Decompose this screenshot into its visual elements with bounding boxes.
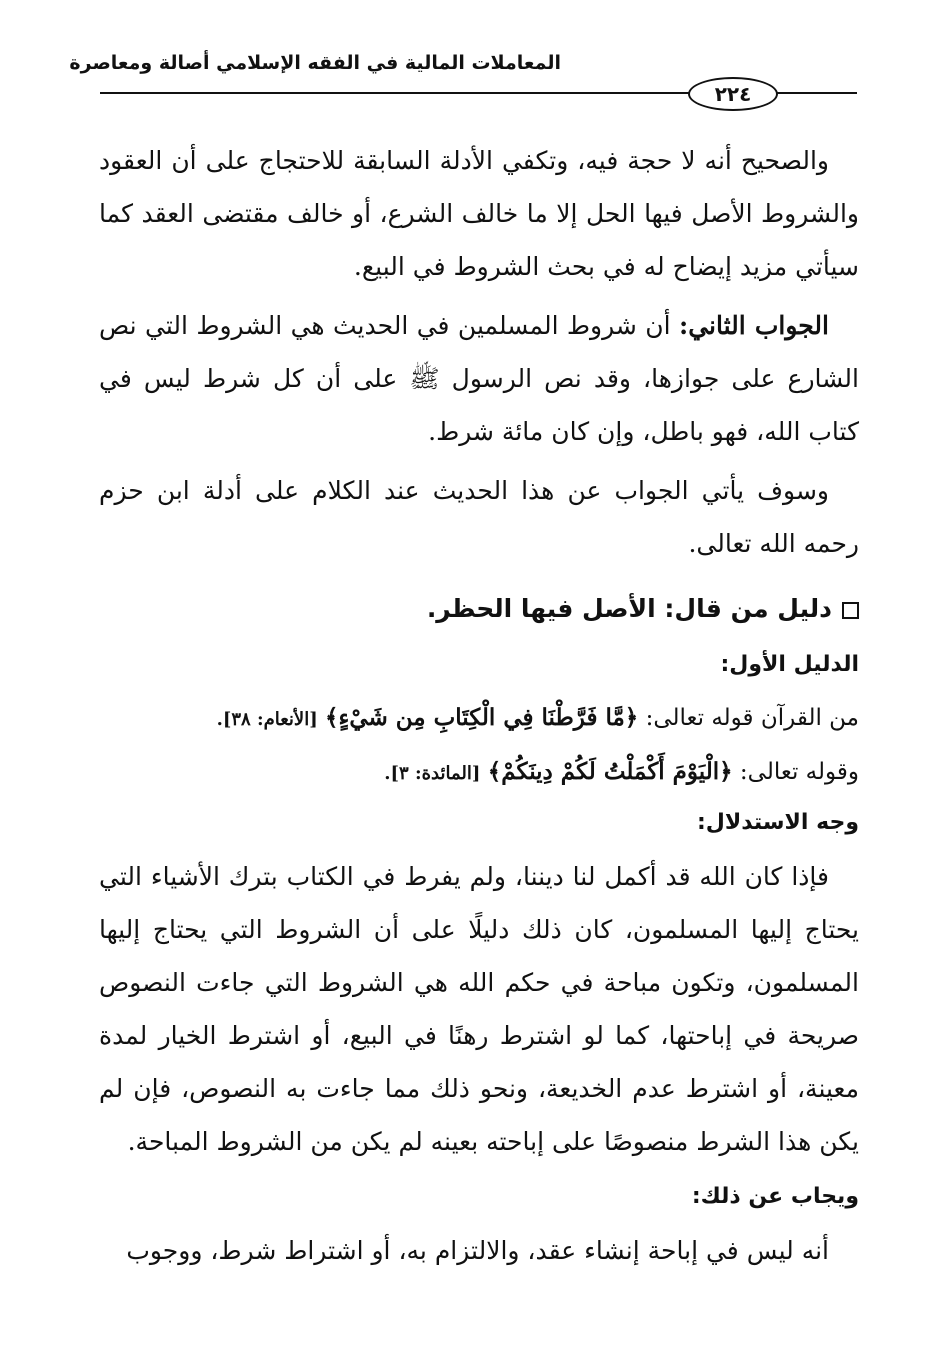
quote-2-ayah: ﴿الْيَوْمَ أَكْمَلْتُ لَكُمْ دِينَكُمْ﴾ — [487, 758, 733, 785]
paragraph-4: فإذا كان الله قد أكمل لنا ديننا، ولم يفرط في الكتاب بترك الأشياء التي يحتاج إليها المسلمون، كان ذلك دليلًا على أن الشروط التي يحتاج إليها المسلمون، وتكون مباحة في حكم الله هي الشروط التي جاءت النصوص صريحة في إباحتها، كما لو اشترط رهنًا في البيع، أو اشترط الخيار لمدة معينة، أو اشترط عدم الخديعة، ونحو ذلك مما جاءت به النصوص، فإن لم يكن هذا الشرط منصوصًا على إباحته بعينه لم يكن من الشروط المباحة. — [99, 862, 859, 1156]
quote-1-reference: [الأنعام: ٣٨]. — [216, 709, 318, 730]
inference-heading: وجه الاستدلال: — [696, 810, 859, 835]
paragraph-3: وسوف يأتي الجواب عن هذا الحديث عند الكلام على أدلة ابن حزم رحمه الله تعالى. — [99, 476, 859, 558]
section-heading-text: دليل من قال: الأصل فيها الحظر. — [426, 594, 832, 623]
square-bullet-icon — [842, 602, 859, 619]
reply-heading: ويجاب عن ذلك: — [691, 1184, 859, 1209]
section-heading — [99, 586, 859, 632]
second-answer-lead: الجواب الثاني: — [678, 311, 829, 340]
quote-2-reference: [المائدة: ٣]. — [384, 763, 481, 784]
first-evidence-heading: الدليل الأول: — [720, 652, 859, 677]
quote-2-intro: وقوله تعالى: — [739, 759, 859, 785]
quote-1-intro: من القرآن قوله تعالى: — [645, 705, 859, 731]
quote-line-1 — [99, 692, 859, 746]
body-text — [99, 134, 859, 1283]
paragraph-5: أنه ليس في إباحة إنشاء عقد، والالتزام به، أو اشتراط شرط، ووجوب — [126, 1236, 829, 1265]
quote-1-ayah: ﴿مَّا فَرَّطْنَا فِي الْكِتَابِ مِن شَيْءٍ﴾ — [325, 704, 639, 731]
running-title: المعاملات المالية في الفقه الإسلامي أصالة ومعاصرة — [69, 52, 561, 74]
paragraph-2 — [99, 299, 859, 458]
quote-line-2 — [99, 746, 859, 800]
second-answer-text: أن شروط المسلمين في الحديث هي الشروط التي نص الشارع على جوازها، وقد نص الرسول ﷺ على أن كل شرط ليس في كتاب الله، فهو باطل، وإن كان مائة شرط. — [99, 311, 859, 446]
paragraph-1: والصحيح أنه لا حجة فيه، وتكفي الأدلة السابقة للاحتجاج على أن العقود والشروط الأصل فيها الحل إلا ما خالف الشرع، أو خالف مقتضى العقد كما سيأتي مزيد إيضاح له في بحث الشروط في البيع. — [99, 146, 859, 281]
page-number: ٢٢٤ — [688, 77, 778, 111]
